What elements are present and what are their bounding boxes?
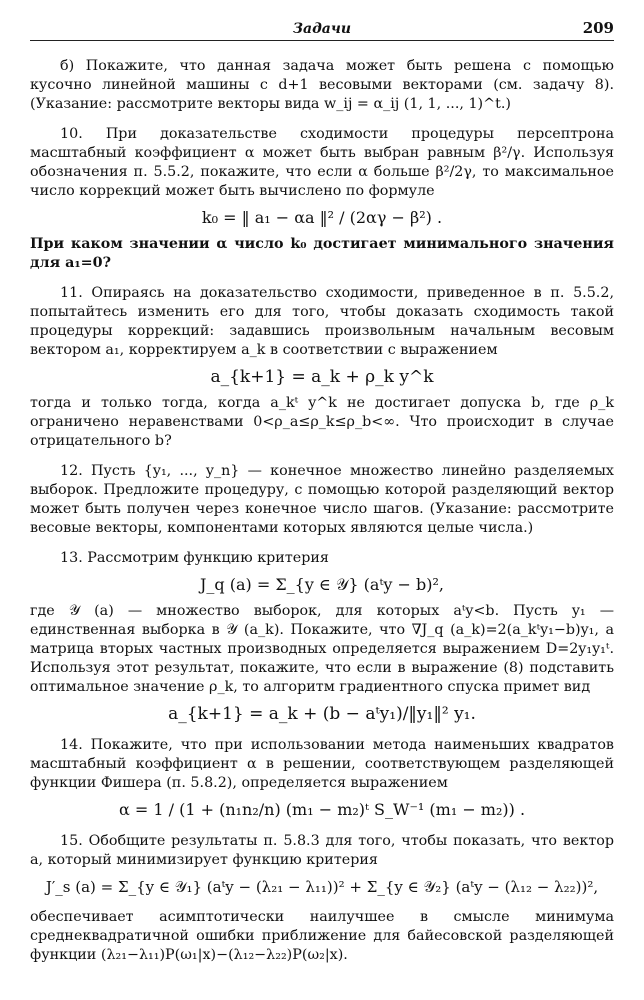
formula-gradient-step: a_{k+1} = a_k + (b − aᵗy₁)/‖y₁‖² y₁. [168,704,476,724]
formula-jq: J_q (a) = Σ_{y ∈ 𝒴} (aᵗy − b)², [199,575,445,594]
problem-13: 13. Рассмотрим функцию критерия [60,550,329,566]
problem-9b: б) Покажите, что данная задача может быть решена с помощью кусочно линейной машины с d+1 весовыми векторами (см. задачу 8). (Указание: рассмотрите векторы вида w_ij = α_ij (1, 1, ..., 1)^t.) [30,58,614,112]
problem-14: 14. Покажите, что при использовании метода наименьших квадратов масштабный коэффициент α в решении, соответствующем разделяющей функции Фишера (п. 5.8.2), определяется выражением [30,737,614,791]
problem-15: 15. Обобщите результаты п. 5.8.3 для того, чтобы показать, что вектор a, который минимизирует функцию критерия [30,833,614,868]
problem-15-tail: обеспечивает асимптотически наилучшее в смысле минимума среднеквадратичной ошибки приближение для байесовской разделяющей функции (λ₂₁−λ₁₁)P(ω₁|x)−(λ₁₂−λ₂₂)P(ω₂|x). [30,909,614,963]
problem-11-tail: тогда и только тогда, когда a_kᵗ y^k не достигает допуска b, где ρ_k ограничено неравенствами 0<ρ_a≤ρ_k≤ρ_b<∞. Что происходит в случае отрицательного b? [30,395,614,449]
page [30,18,614,965]
problem-10-question: При каком значении α число k₀ достигает минимального значения для a₁=0? [30,236,614,271]
problem-12: 12. Пусть {y₁, ..., y_n} — конечное множество линейно разделяемых выборок. Предложите процедуру, с помощью которой разделяющий вектор может быть получен через конечное число шагов. (Указание: рассмотрите весовые векторы, компонентами которых являются целые числа.) [30,463,614,536]
formula-js: J′_s (a) = Σ_{y ∈ 𝒴₁} (aᵗy − (λ₂₁ − λ₁₁))² + Σ_{y ∈ 𝒴₂} (aᵗy − (λ₁₂ − λ₂₂))², [45,878,599,896]
formula-k0: k₀ = ‖ a₁ − αa ‖² / (2αγ − β²) . [201,208,443,227]
formula-update: a_{k+1} = a_k + ρ_k y^k [210,367,434,387]
problem-10: 10. При доказательстве сходимости процедуры персептрона масштабный коэффициент α может быть выбран равным β²/γ. Используя обозначения п. 5.5.2, покажите, что если α больше β²/2γ, то максимальное число коррекций может быть вычислено по формуле [30,126,614,199]
formula-alpha: α = 1 / (1 + (n₁n₂/n) (m₁ − m₂)ᵗ S_W⁻¹ (m₁ − m₂)) . [118,800,526,819]
page-number: 209 [582,19,614,37]
problem-13-tail: где 𝒴 (a) — множество выборок, для которых aᵗy<b. Пусть y₁ — единственная выборка в 𝒴 (a_k). Покажите, что ∇J_q (a_k)=2(a_kᵗy₁−b)y₁, а матрица вторых частных производных определяется выражением D=2y₁y₁ᵗ. Используя этот результат, покажите, что если в выражение (8) подставить оптимальное значение ρ_k, то алгоритм градиентного спуска примет вид [30,603,614,695]
header-title: Задачи [292,21,352,37]
problem-11: 11. Опираясь на доказательство сходимости, приведенное в п. 5.5.2, попытайтесь изменить его для того, чтобы доказать сходимость такой процедуры коррекций: задавшись произвольным начальным весовым вектором a₁, корректируем a_k в соответствии с выражением [30,285,614,358]
running-header [30,18,614,41]
